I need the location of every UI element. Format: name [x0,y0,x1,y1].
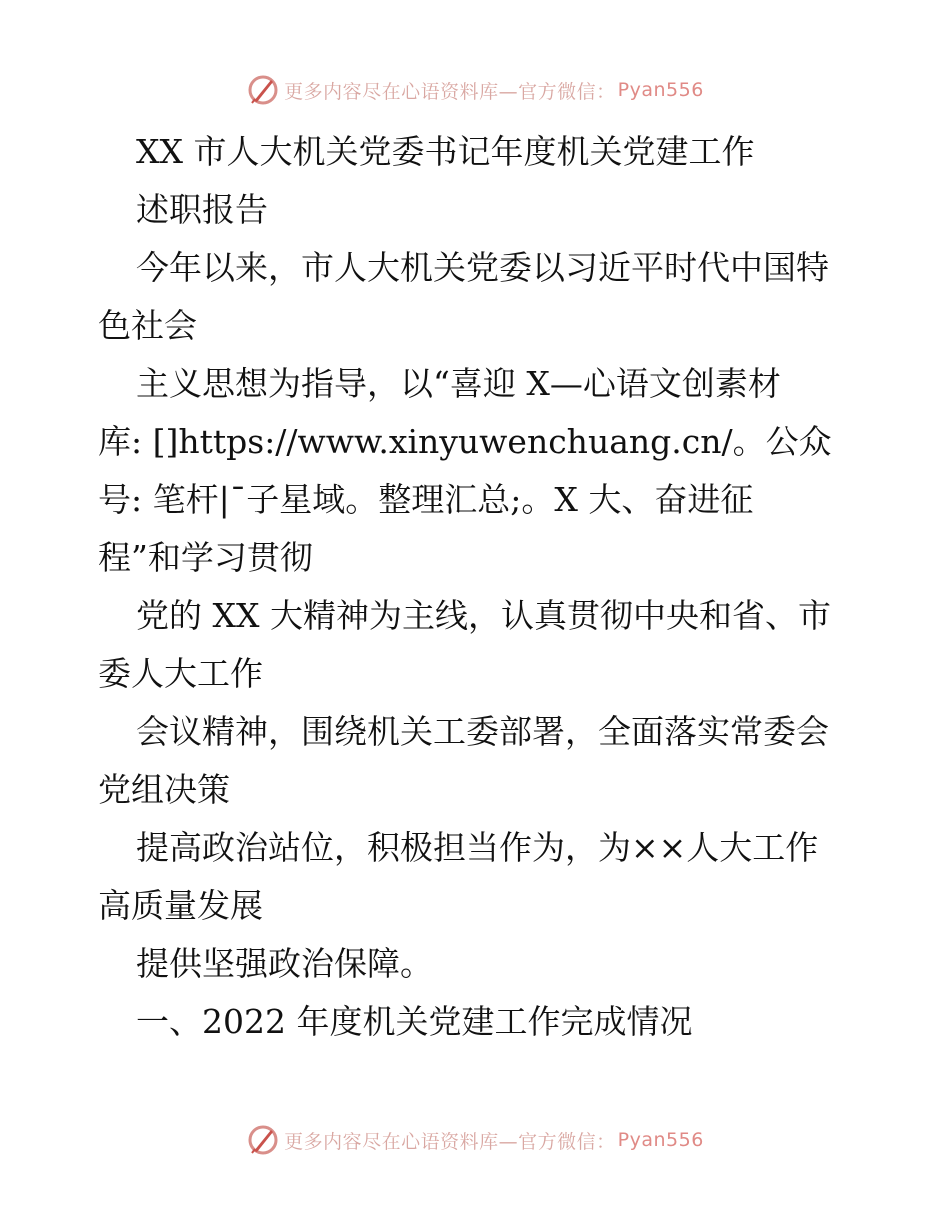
quill-pen-logo-icon [246,1123,280,1157]
text-line: 今年以来，市人大机关党委以习近平时代中国特 [136,248,829,287]
quill-pen-logo-icon [246,73,280,107]
text-line: 程”和学习贯彻 [98,538,313,577]
watermark-text: 更多内容尽在心语资料库—官方微信： [284,80,616,103]
watermark-text: 更多内容尽在心语资料库—官方微信： [284,1130,616,1153]
watermark-wechat-id: Pyan556 [617,79,704,101]
text-line: 色社会 [98,306,197,345]
text-line: 党的 XX 大精神为主线，认真贯彻中央和省、市 [136,596,831,635]
document-body [98,123,858,1051]
header-watermark [0,70,950,110]
text-line: 一、2022 年度机关党建工作完成情况 [136,1002,693,1041]
footer-watermark [0,1120,950,1160]
text-line: 会议精神，围绕机关工委部署，全面落实常委会 [136,712,829,751]
text-line: 高质量发展 [98,886,263,925]
text-line: 库: []https://www.xinyuwenchuang.cn/。公众 [98,422,832,461]
text-line: 提高政治站位，积极担当作为，为××人大工作 [136,828,819,867]
text-line: 党组决策 [98,770,230,809]
text-line: 主义思想为指导，以“喜迎 X—心语文创素材 [136,364,781,403]
text-line: 述职报告 [136,190,268,229]
watermark-wechat-id: Pyan556 [617,1129,704,1151]
text-line: 委人大工作 [98,654,263,693]
text-line: XX 市人大机关党委书记年度机关党建工作 [136,132,755,171]
text-line: 号: 笔杆|¯子星域。整理汇总;。X 大、奋进征 [98,480,754,519]
text-line: 提供坚强政治保障。 [136,944,433,983]
